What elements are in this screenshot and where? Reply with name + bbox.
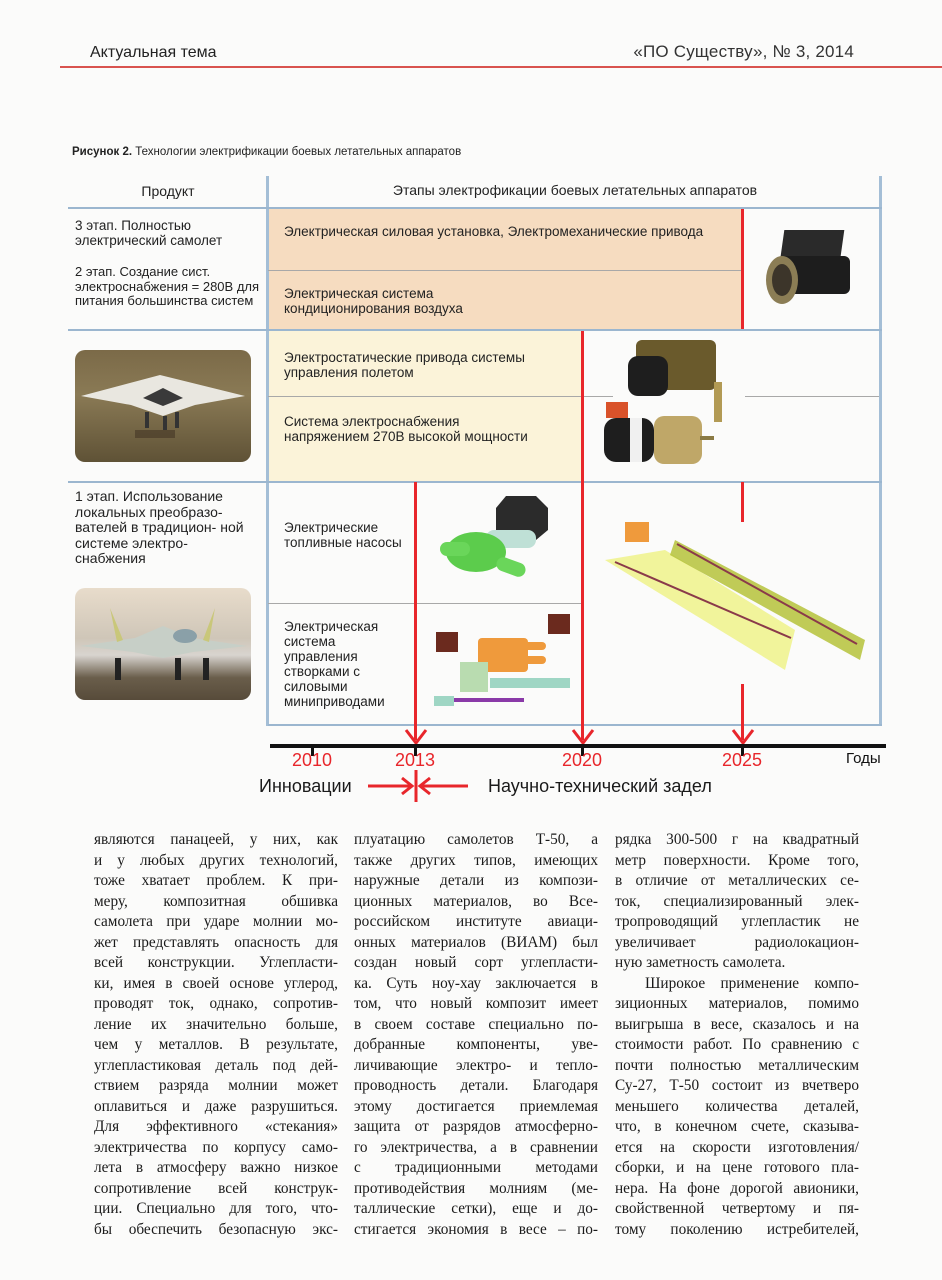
- text-line: меру, композитная обшивка: [94, 892, 338, 910]
- fuel-pump-image: [436, 490, 566, 590]
- text-line: меньшего количества деталей,: [615, 1097, 859, 1115]
- stage-cell-power-plant: Электрическая силовая установка, Электромеханические привода: [284, 224, 704, 239]
- text-line: почти полностью металлическим: [615, 1056, 859, 1074]
- weapons-bay-doors-image: [595, 520, 875, 680]
- year-2010: 2010: [292, 750, 333, 770]
- text-line: увеличивает радиолокацион-: [615, 933, 859, 951]
- text-line: этому достигается приемлемая: [354, 1097, 598, 1115]
- text-line: углепластиковая деталь под дей-: [94, 1056, 338, 1074]
- row-divider: [68, 329, 882, 331]
- text-line: защита от разрядов атмосферно-: [354, 1118, 598, 1135]
- text-line: том, что новый композит имеет: [354, 995, 598, 1012]
- text-line: ка. Суть ноу-хау заключается в: [354, 974, 598, 992]
- column-header-stages: Этапы электрофикации боевых летательных аппаратов: [392, 182, 758, 198]
- text-line: также других типов, имеющих: [354, 851, 598, 869]
- label-innovations: Инновации: [259, 776, 352, 796]
- text-line: являются панацеей, у них, как: [94, 831, 338, 848]
- text-line: всей конструкции. Углепласти-: [94, 954, 338, 971]
- text-line: добранные компоненты, уве-: [354, 1036, 598, 1053]
- text-line: ствием разряда молнии может: [94, 1077, 338, 1094]
- text-line: стигается экономия в весе – по-: [354, 1220, 598, 1238]
- table-divider-product: [266, 176, 269, 726]
- row-divider: [745, 396, 879, 397]
- text-line: нера. На фоне дорогой авионики,: [615, 1179, 859, 1197]
- text-line: стоимости работ. По сравнению с: [615, 1036, 859, 1053]
- figure-caption-text: Технологии электрификации боевых летательных аппаратов: [132, 146, 462, 158]
- text-line: онных материалов (ВИАМ) был: [354, 933, 598, 951]
- text-line: сопротивление всей конструк-: [94, 1179, 338, 1197]
- marker-2025-line-upper: [741, 209, 744, 329]
- paragraph-start: Широкое применение компо-: [645, 974, 859, 992]
- text-line: бы обеспечить безопасную экс-: [94, 1220, 338, 1238]
- text-line: ную заметность самолета.: [615, 954, 786, 971]
- text-line: Для эффективного «стекания»: [94, 1118, 338, 1135]
- text-line: плуатацию самолетов Т-50, а: [354, 831, 598, 848]
- row-divider: [68, 481, 882, 483]
- table-border-right: [879, 176, 882, 726]
- product-stage-1: 1 этап. Использование локальных преобразо- вателей в традицион- ной системе электро- снабжения: [75, 488, 244, 566]
- figure-caption-label: Рисунок 2.: [72, 146, 133, 158]
- text-line: Су-27, Т-50 состоит из вчетверо: [615, 1077, 859, 1094]
- electric-motor-image: [758, 218, 868, 318]
- text-line: тому поколению истребителей,: [615, 1220, 859, 1238]
- text-line: зиционных материалов, помимо: [615, 995, 859, 1012]
- axis-label-years: Годы: [846, 750, 881, 767]
- year-2025: 2025: [722, 750, 763, 770]
- door-actuator-system-image: [430, 612, 575, 712]
- text-line: противодействия молниям (ме-: [354, 1179, 598, 1197]
- text-line: и у любых других технологий,: [94, 851, 338, 869]
- stealth-uav-photo: [75, 350, 251, 462]
- actuator-and-generator-image: [598, 332, 738, 472]
- article-column-1: [94, 830, 338, 1240]
- row-divider: [268, 270, 742, 271]
- label-scientific-reserve: Научно-технический задел: [488, 776, 712, 796]
- text-line: выигрыша в весе, сказалось и на: [615, 1015, 859, 1033]
- article-column-2: [354, 830, 598, 1240]
- text-line: в отличие от металлических се-: [615, 872, 859, 889]
- marker-2020-line: [581, 331, 584, 740]
- text-line: с традиционными методами: [354, 1159, 598, 1176]
- stage-cell-door-actuators: Электрическая система управления створками с силовыми миниприводами: [284, 619, 385, 709]
- text-line: наружные детали из компози-: [354, 872, 598, 889]
- row-divider: [268, 396, 613, 397]
- publication-issue: «ПО Существу», № 3, 2014: [633, 42, 854, 61]
- text-line: го электричества, а в сравнении: [354, 1138, 598, 1156]
- text-line: создан новый сорт углепласти-: [354, 954, 598, 971]
- text-line: ется на скорости изготовления/: [615, 1138, 859, 1156]
- text-line: самолета при ударе молнии мо-: [94, 913, 338, 930]
- text-line: метр поверхности. Кроме того,: [615, 851, 859, 869]
- text-line: ции. Специально для того, что-: [94, 1200, 338, 1217]
- table-bottom-rule: [268, 724, 882, 726]
- text-line: что, в конечном счете, сказыва-: [615, 1118, 859, 1135]
- text-line: проводят ток, однако, сопротив-: [94, 995, 338, 1012]
- text-line: свойственной четвертому и пя-: [615, 1200, 859, 1217]
- year-2020: 2020: [562, 750, 603, 770]
- text-line: электричества по корпусу само-: [94, 1138, 338, 1156]
- text-line: ление их значительно больше,: [94, 1015, 338, 1033]
- row-divider: [268, 603, 581, 604]
- year-2013: 2013: [395, 750, 436, 770]
- timeline-axis: [270, 744, 886, 748]
- product-stage-2: 2 этап. Создание сист. электроснабжения = 280В для питания большинства систем: [75, 264, 260, 308]
- text-line: личивающие электро- и тепло-: [354, 1056, 598, 1074]
- t50-fighter-photo: [75, 588, 251, 700]
- text-line: лета в атмосферу важно низкое: [94, 1159, 338, 1176]
- figure-caption: [72, 146, 461, 158]
- text-line: ки, имея в своей основе углерод,: [94, 974, 338, 992]
- column-header-product: Продукт: [141, 183, 195, 199]
- text-line: в своем составе специально по-: [354, 1015, 598, 1033]
- text-line: проводность детали. Благодаря: [354, 1077, 598, 1094]
- stage-cell-fuel-pumps: Электрические топливные насосы: [284, 520, 402, 550]
- article-column-3: [615, 830, 859, 1240]
- text-line: тоже хватает проблем. К при-: [94, 872, 338, 889]
- text-line: жет представлять опасность для: [94, 933, 338, 951]
- text-line: чем у металлов. В результате,: [94, 1036, 338, 1053]
- text-line: таллические сетки), еще и до-: [354, 1200, 598, 1217]
- section-title: Актуальная тема: [90, 44, 217, 61]
- product-stage-3: 3 этап. Полностью электрический самолет: [75, 218, 223, 248]
- stage-cell-flight-control-actuators: Электростатические привода системы управления полетом: [284, 350, 525, 380]
- text-line: оплавиться и даже разрушиться.: [94, 1097, 338, 1115]
- text-line: ционных материалов, во Все-: [354, 892, 598, 910]
- text-line: российском институте авиаци-: [354, 913, 598, 930]
- marker-2013-line: [414, 482, 417, 740]
- stage-cell-270v-power: Система электроснабжения напряжением 270В высокой мощности: [284, 414, 528, 444]
- text-line: рядка 300-500 г на квадратный: [615, 831, 859, 848]
- text-line: тропроводящий углепластик не: [615, 913, 859, 930]
- stage-cell-air-conditioning: Электрическая система кондиционирования воздуха: [284, 286, 463, 316]
- text-line: сборки, и на цене готового пла-: [615, 1159, 859, 1176]
- marker-2025-line-mid: [741, 482, 744, 522]
- converging-arrows-icon: [366, 768, 470, 804]
- text-line: ток, специализированный элек-: [615, 892, 859, 910]
- table-header-rule: [68, 207, 882, 209]
